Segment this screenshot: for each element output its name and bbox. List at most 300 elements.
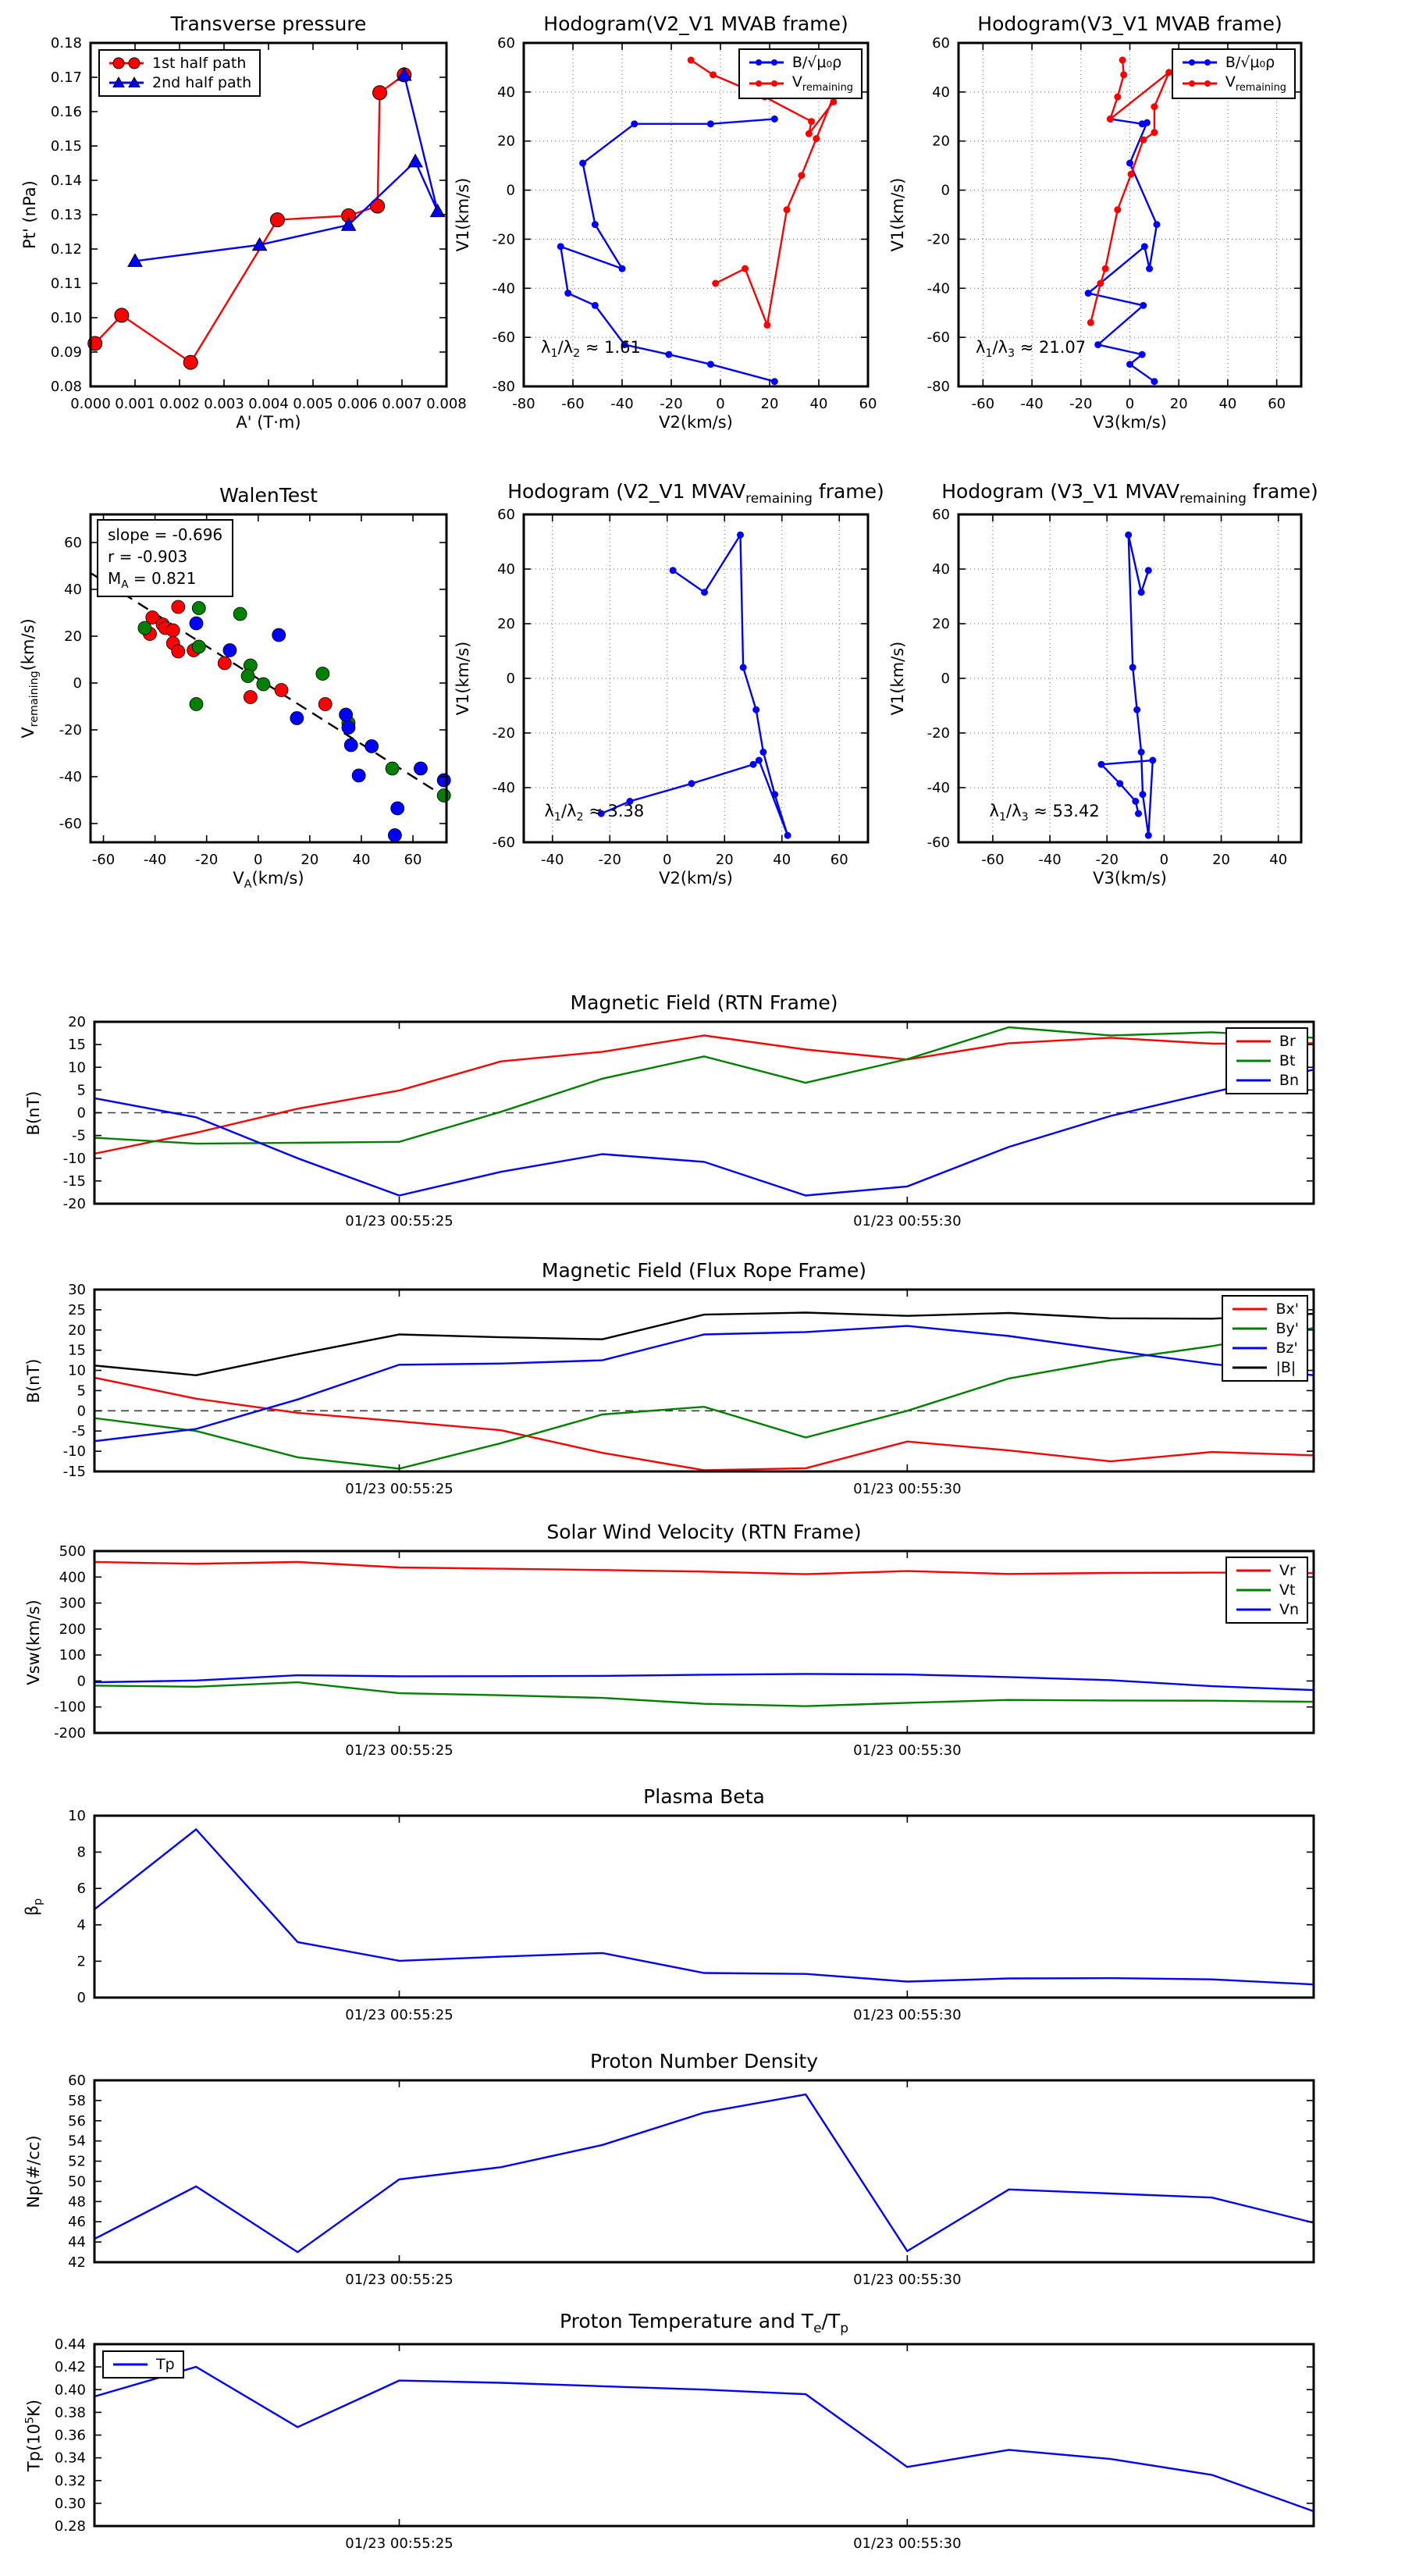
- y-tick-label: -40: [492, 780, 515, 796]
- y-tick-label: 500: [59, 1543, 86, 1560]
- y-tick-label: 0: [73, 675, 82, 692]
- data-point-dot: [1116, 780, 1123, 787]
- y-tick-label: 400: [59, 1569, 86, 1586]
- data-point-dot: [1149, 757, 1156, 764]
- legend-swatch-icon: [108, 56, 145, 70]
- subplot-hodogram-v3v1-mvab: [888, 12, 1301, 432]
- x-tick-label: 01/23 00:55:30: [853, 1481, 962, 1497]
- subplot-walen-test: [18, 484, 446, 891]
- x-tick-label: 0.000: [70, 396, 111, 412]
- x-tick-label: 01/23 00:55:25: [345, 1213, 454, 1229]
- data-point-dot: [1128, 171, 1135, 178]
- x-tick-label: 20: [715, 852, 734, 868]
- y-axis-label: Pt' (nPa): [20, 180, 39, 249]
- x-tick-label: 01/23 00:55:25: [345, 1742, 454, 1759]
- data-point-dot: [701, 589, 708, 596]
- y-tick-label: -20: [927, 725, 950, 742]
- data-point-dot: [1133, 706, 1140, 713]
- legend-swatch-icon: [112, 2357, 149, 2371]
- axes-frame: [94, 1551, 1314, 1733]
- x-tick-label: 40: [1218, 396, 1237, 412]
- x-tick-label: -20: [1069, 396, 1093, 412]
- legend-label: 1st half path: [152, 55, 247, 72]
- legend-label: Vt: [1279, 1582, 1296, 1599]
- y-tick-label: 0: [76, 1673, 86, 1690]
- legend-swatch-icon: [1235, 1564, 1272, 1578]
- legend: [1172, 48, 1296, 99]
- y-tick-label: 0.16: [50, 104, 82, 120]
- y-tick-label: 46: [68, 2214, 86, 2231]
- data-point-dot: [1114, 94, 1121, 101]
- x-tick-label: 0: [1125, 396, 1135, 412]
- x-axis-label: V3(km/s): [1093, 413, 1167, 432]
- legend: [1225, 1027, 1308, 1094]
- y-tick-label: 0.40: [54, 2382, 86, 2399]
- data-point-dot: [631, 120, 638, 127]
- legend-label: Tp: [156, 2356, 175, 2373]
- x-tick-label: 01/23 00:55:30: [853, 1213, 962, 1229]
- y-axis-label: V1(km/s): [454, 641, 472, 716]
- plot-canvas: [54, 2336, 1314, 2552]
- walen-green-point: [241, 670, 254, 683]
- data-point-dot: [1189, 59, 1195, 66]
- y-axis-label: V1(km/s): [888, 177, 907, 252]
- legend-label: Bn: [1279, 1072, 1299, 1089]
- walen-blue-point: [352, 769, 365, 782]
- plot-title: Hodogram(V2_V1 MVAB frame): [543, 12, 848, 35]
- axes-frame: [94, 1290, 1314, 1471]
- walen-green-point: [386, 762, 399, 775]
- y-tick-label: -80: [492, 379, 515, 395]
- x-tick-label: 20: [1212, 852, 1231, 868]
- data-point-dot: [742, 265, 749, 272]
- y-tick-label: 15: [68, 1037, 86, 1054]
- x-tick-label: 01/23 00:55:25: [345, 2272, 454, 2288]
- y-tick-label: 4: [76, 1916, 86, 1934]
- y-tick-label: -20: [62, 1196, 86, 1212]
- data-point-dot: [808, 118, 815, 125]
- plot-title: Plasma Beta: [643, 1785, 765, 1808]
- y-tick-label: -15: [62, 1464, 86, 1480]
- y-tick-label: -5: [72, 1127, 86, 1144]
- x-axis-label: V2(km/s): [659, 869, 733, 888]
- legend-label: By': [1275, 1320, 1299, 1337]
- legend-label: |B|: [1275, 1359, 1297, 1376]
- data-point-dot: [806, 130, 813, 137]
- legend-swatch-icon: [1235, 1583, 1272, 1597]
- Bx-prime-line: [94, 1378, 1314, 1471]
- y-tick-label: 0.34: [54, 2450, 86, 2467]
- data-point-dot: [1146, 265, 1153, 272]
- y-tick-label: 200: [59, 1621, 86, 1638]
- y-axis-label: V1(km/s): [888, 641, 907, 716]
- data-point-dot: [1132, 798, 1139, 805]
- stats-line: $M_A = 0.821$: [108, 569, 197, 591]
- annotation: $\lambda_1/\lambda_3 \approx 21.07$: [975, 337, 1087, 360]
- y-tick-label: 0: [506, 182, 515, 199]
- x-tick-label: 40: [1269, 852, 1288, 868]
- Vn-line: [94, 1674, 1314, 1690]
- data-point-dot: [707, 361, 714, 368]
- data-point-dot: [1144, 119, 1151, 126]
- x-tick-label: 0.001: [115, 396, 155, 412]
- y-tick-label: -60: [927, 834, 950, 851]
- legend-swatch-icon: [1231, 1302, 1268, 1316]
- x-tick-label: 01/23 00:55:30: [853, 2007, 962, 2023]
- Bn-line: [94, 1069, 1314, 1195]
- legend-label: Bx': [1275, 1300, 1299, 1318]
- x-tick-label: -20: [194, 852, 219, 868]
- subplot-magnetic-field-flux-rope: [24, 1259, 1314, 1497]
- data-point-dot: [1140, 302, 1147, 309]
- data-point-triangle: [408, 155, 422, 167]
- y-tick-label: -60: [492, 329, 515, 347]
- x-tick-label: -60: [91, 852, 116, 868]
- legend-swatch-icon: [1235, 1034, 1272, 1048]
- x-tick-label: 20: [1169, 396, 1188, 412]
- y-tick-label: 0.28: [54, 2518, 86, 2535]
- y-tick-label: 30: [68, 1282, 86, 1298]
- x-tick-label: 0.008: [426, 396, 467, 412]
- y-tick-label: 10: [68, 1059, 86, 1076]
- legend-item: [748, 54, 853, 71]
- plot-title: Magnetic Field (Flux Rope Frame): [541, 1259, 867, 1282]
- x-tick-label: -40: [610, 396, 634, 412]
- y-tick-label: 0.32: [54, 2472, 86, 2489]
- y-tick-label: -60: [59, 816, 82, 832]
- walen-green-point: [437, 789, 450, 802]
- legend-item: [108, 55, 251, 72]
- legend-label: B/√μ₀ρ: [791, 54, 842, 71]
- data-point-dot: [1097, 761, 1104, 768]
- legend-swatch-icon: [1181, 76, 1218, 91]
- plot-canvas: [492, 507, 868, 868]
- walen-blue-point: [342, 721, 355, 735]
- y-tick-label: 60: [932, 507, 950, 523]
- data-point-dot: [1141, 243, 1148, 250]
- legend-label: Br: [1279, 1033, 1296, 1050]
- x-tick-label: -80: [512, 396, 535, 412]
- y-tick-label: 0.08: [50, 379, 82, 395]
- y-tick-label: -40: [59, 769, 82, 785]
- y-tick-label: 40: [932, 84, 950, 101]
- data-point-dot: [564, 290, 571, 297]
- legend-swatch-icon: [1235, 1073, 1272, 1087]
- stats-line: slope = -0.696: [108, 525, 223, 544]
- plot-title: Hodogram (V3_V1 $MVAV_{remaining}$ frame): [941, 480, 1318, 507]
- legend-item: [1235, 1052, 1299, 1069]
- By-prime-line: [94, 1328, 1314, 1468]
- y-tick-label: -40: [927, 780, 950, 796]
- walen-blue-point: [437, 774, 450, 787]
- y-tick-label: -15: [62, 1172, 86, 1190]
- data-point-dot: [771, 80, 777, 87]
- y-tick-label: 300: [59, 1595, 86, 1612]
- B-magnitude-line: [94, 1313, 1314, 1375]
- y-tick-label: 0.30: [54, 2495, 86, 2512]
- walen-blue-point: [388, 829, 401, 842]
- legend-item: [1235, 1072, 1299, 1089]
- legend-item: [1235, 1562, 1299, 1579]
- y-tick-label: 2: [76, 1953, 86, 1970]
- plot-title: Hodogram (V2_V1 $MVAV_{remaining}$ frame): [507, 480, 884, 507]
- data-point-dot: [1145, 832, 1152, 839]
- x-tick-label: 0.005: [293, 396, 333, 412]
- plot-canvas: [54, 1543, 1314, 1759]
- second-half-path-line: [135, 75, 438, 262]
- legend-swatch-icon: [1235, 1054, 1272, 1068]
- walen-red-point: [172, 645, 185, 658]
- x-tick-label: 0: [1159, 852, 1169, 868]
- annotation: $\lambda_1/\lambda_2 \approx 3.38$: [544, 802, 645, 824]
- y-tick-label: 50: [68, 2173, 86, 2190]
- data-point-dot: [1135, 810, 1142, 817]
- y-tick-label: 60: [497, 507, 515, 523]
- x-tick-label: -20: [660, 396, 683, 412]
- subplot-magnetic-field-rtn: [24, 991, 1314, 1229]
- legend-swatch-icon: [1231, 1341, 1268, 1355]
- legend-item: [1231, 1320, 1299, 1337]
- data-point-dot: [1114, 206, 1121, 213]
- x-tick-label: 01/23 00:55:25: [345, 1481, 454, 1497]
- y-tick-label: 60: [932, 35, 950, 52]
- walen-blue-point: [223, 644, 237, 657]
- walen-blue-point: [290, 712, 304, 725]
- y-tick-label: 0.18: [50, 35, 82, 52]
- subplot-proton-number-density: [24, 2050, 1314, 2288]
- y-tick-label: -10: [62, 1443, 86, 1461]
- x-tick-label: 0: [254, 852, 263, 868]
- first-half-path-line: [95, 75, 404, 362]
- legend-swatch-icon: [1235, 1603, 1272, 1617]
- subplot-plasma-beta: [22, 1785, 1314, 2023]
- y-tick-label: 0.11: [50, 276, 82, 292]
- x-tick-label: 20: [301, 852, 319, 868]
- data-point-dot: [756, 59, 762, 66]
- walen-red-point: [172, 600, 185, 614]
- v-remaining-hodogram-line: [601, 535, 788, 835]
- data-point-dot: [1204, 59, 1211, 66]
- data-point-dot: [1145, 567, 1152, 574]
- y-tick-label: -20: [492, 725, 515, 742]
- legend-item: [108, 74, 251, 91]
- plot-canvas: [68, 1808, 1314, 2023]
- x-tick-label: 40: [809, 396, 828, 412]
- data-point-dot: [1139, 791, 1146, 798]
- x-tick-label: 40: [352, 852, 371, 868]
- y-tick-label: 58: [68, 2092, 86, 2109]
- data-point-dot: [710, 71, 717, 78]
- legend-item: [1235, 1601, 1299, 1618]
- subplot-hodogram-v2v1-mvav: [454, 480, 884, 888]
- data-point-dot: [737, 532, 744, 539]
- legend: [738, 48, 863, 99]
- data-point-dot: [756, 757, 763, 764]
- walen-blue-point: [190, 617, 203, 630]
- walen-green-point: [192, 602, 205, 615]
- x-tick-label: 0.006: [337, 396, 378, 412]
- walen-red-point: [218, 656, 231, 670]
- Br-line: [94, 1036, 1314, 1154]
- data-point-dot: [771, 378, 778, 385]
- y-tick-label: 20: [932, 133, 950, 150]
- y-tick-label: 100: [59, 1647, 86, 1664]
- plasma-beta-line: [94, 1830, 1314, 1985]
- x-axis-label: $V_A(km/s)$: [233, 869, 304, 891]
- data-point-dot: [830, 98, 837, 105]
- plot-title: Proton Number Density: [590, 2050, 818, 2073]
- axes-frame: [94, 2344, 1314, 2526]
- data-point-dot: [798, 172, 805, 179]
- walen-blue-point: [340, 708, 353, 721]
- legend-label: B/√μ₀ρ: [1225, 54, 1275, 71]
- data-point-dot: [771, 116, 778, 123]
- walen-green-point: [192, 640, 205, 653]
- y-tick-label: -20: [59, 722, 82, 738]
- data-point-dot: [1138, 749, 1145, 756]
- data-point-circle: [270, 213, 284, 227]
- x-tick-label: 60: [1268, 396, 1286, 412]
- y-tick-label: 0: [76, 1105, 86, 1122]
- proton-temperature-line: [94, 2367, 1314, 2511]
- y-tick-label: 6: [76, 1880, 86, 1898]
- y-tick-label: 40: [64, 582, 82, 598]
- annotation: $\lambda_1/\lambda_2 \approx 1.61$: [541, 337, 641, 360]
- y-tick-label: 15: [68, 1342, 86, 1359]
- data-point-dot: [592, 221, 599, 228]
- y-tick-label: -20: [927, 231, 950, 248]
- walen-red-point: [318, 698, 332, 711]
- y-tick-label: 0.09: [50, 344, 82, 361]
- data-point-dot: [1151, 129, 1158, 136]
- legend-item: [1231, 1300, 1299, 1318]
- data-point-circle: [113, 58, 124, 69]
- y-tick-label: -80: [927, 379, 950, 395]
- y-tick-label: 40: [497, 561, 515, 578]
- y-axis-label: Vsw(km/s): [24, 1599, 43, 1685]
- Bt-line: [94, 1027, 1314, 1144]
- data-point-dot: [712, 280, 719, 287]
- y-tick-label: 0.13: [50, 207, 82, 223]
- stats-box: [97, 519, 233, 597]
- Bz-prime-line: [94, 1326, 1314, 1442]
- data-point-dot: [579, 160, 586, 167]
- walen-red-point: [244, 691, 257, 704]
- walen-green-point: [233, 607, 247, 621]
- walen-blue-point: [365, 740, 379, 753]
- x-tick-label: 40: [773, 852, 791, 868]
- y-tick-label: 25: [68, 1301, 86, 1318]
- plot-canvas: [62, 1282, 1314, 1497]
- x-tick-label: 01/23 00:55:30: [853, 2535, 962, 2552]
- legend: [98, 49, 261, 97]
- walen-red-point: [166, 624, 180, 637]
- data-point-dot: [688, 780, 695, 787]
- data-point-dot: [1097, 280, 1104, 287]
- y-tick-label: -40: [927, 280, 950, 297]
- data-point-dot: [1094, 341, 1101, 348]
- y-tick-label: 0: [941, 671, 950, 687]
- x-tick-label: 01/23 00:55:25: [345, 2007, 454, 2023]
- data-point-dot: [750, 761, 757, 768]
- data-point-dot: [813, 135, 820, 142]
- legend-label: Bt: [1279, 1052, 1296, 1069]
- y-tick-label: 0.10: [50, 310, 82, 326]
- legend-swatch-icon: [1181, 55, 1218, 69]
- x-tick-label: 0: [663, 852, 672, 868]
- data-point-dot: [752, 706, 759, 713]
- y-tick-label: 52: [68, 2153, 86, 2170]
- y-tick-label: -100: [54, 1699, 86, 1716]
- x-tick-label: 20: [760, 396, 779, 412]
- y-axis-label: $Tp(10^5K)$: [23, 2399, 44, 2471]
- x-tick-label: 0.007: [382, 396, 422, 412]
- data-point-dot: [1129, 664, 1136, 671]
- data-point-dot: [1153, 221, 1160, 228]
- y-tick-label: 60: [68, 2073, 86, 2089]
- plot-title: Transverse pressure: [170, 12, 367, 35]
- walen-green-point: [190, 698, 203, 711]
- x-tick-label: 0: [716, 396, 725, 412]
- legend-item: [1235, 1582, 1299, 1599]
- x-tick-label: -40: [143, 852, 167, 868]
- data-point-dot: [756, 80, 762, 87]
- x-tick-label: 60: [859, 396, 877, 412]
- walen-blue-point: [272, 628, 286, 642]
- x-tick-label: 60: [404, 852, 422, 868]
- data-point-dot: [1151, 103, 1158, 110]
- y-tick-label: 5: [76, 1082, 86, 1099]
- y-tick-label: 20: [932, 616, 950, 632]
- data-point-dot: [771, 59, 777, 66]
- subplot-hodogram-v3v1-mvav: [888, 480, 1318, 888]
- legend-item: [1231, 1340, 1299, 1357]
- x-axis-label: V2(km/s): [659, 413, 733, 432]
- x-tick-label: -20: [1095, 852, 1119, 868]
- y-tick-label: 10: [68, 1808, 86, 1824]
- legend-label: Bz': [1275, 1340, 1298, 1357]
- subplot-proton-temperature: [23, 2310, 1314, 2552]
- legend-item: [112, 2356, 175, 2373]
- plot-title: Solar Wind Velocity (RTN Frame): [546, 1521, 862, 1543]
- y-axis-label: B(nT): [24, 1091, 43, 1135]
- legend: [1222, 1295, 1308, 1382]
- data-point-dot: [592, 302, 599, 309]
- walen-blue-point: [344, 738, 357, 752]
- x-tick-label: -60: [971, 396, 995, 412]
- walen-blue-point: [391, 802, 404, 815]
- data-point-dot: [1125, 532, 1132, 539]
- plot-canvas: [927, 507, 1301, 868]
- y-axis-label: Np(#/cc): [24, 2134, 43, 2208]
- y-tick-label: 40: [497, 84, 515, 101]
- walen-green-point: [138, 621, 151, 635]
- axes-frame: [94, 1816, 1314, 1998]
- y-tick-label: 0.15: [50, 138, 82, 155]
- walen-red-point: [275, 684, 288, 697]
- y-tick-label: 0: [76, 1403, 86, 1420]
- y-tick-label: 48: [68, 2194, 86, 2211]
- y-tick-label: -5: [72, 1423, 86, 1440]
- y-axis-label: $V_{remaining}(km/s)$: [18, 618, 41, 738]
- y-tick-label: 54: [68, 2133, 86, 2150]
- data-point-dot: [1126, 160, 1133, 167]
- legend-item: [1231, 1359, 1299, 1376]
- data-point-circle: [183, 355, 197, 369]
- x-tick-label: -20: [598, 852, 621, 868]
- y-tick-label: 40: [932, 561, 950, 578]
- x-tick-label: -60: [981, 852, 1005, 868]
